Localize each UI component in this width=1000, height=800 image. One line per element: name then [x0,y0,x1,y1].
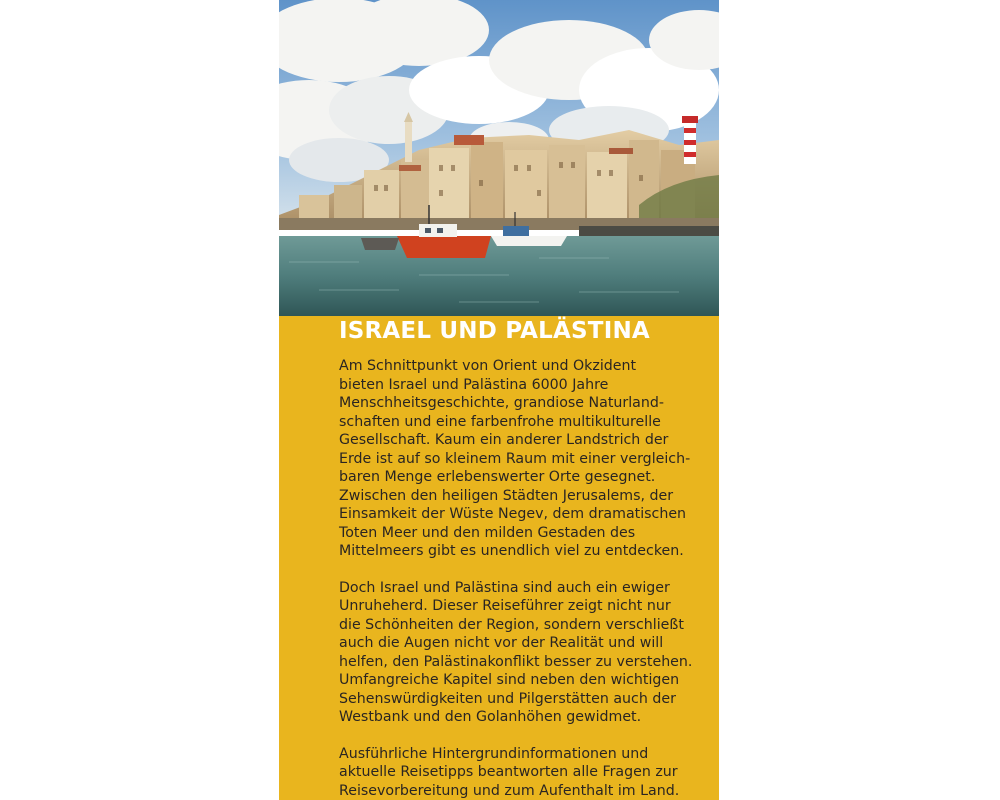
text-line: Gesellschaft. Kaum ein anderer Landstrich der [339,432,669,448]
harbor-illustration [279,0,719,316]
cover-blurb [339,357,693,800]
text-line: bieten Israel und Palästina 6000 Jahre [339,376,609,393]
text-line: Zwischen den heiligen Städten Jerusalems, der [339,487,674,504]
text-line: Westbank und den Golanhöhen gewidmet. [339,709,642,725]
book-cover [279,0,719,800]
text-line: Doch Israel und Palästina sind auch ein ewiger [339,579,670,596]
text-line: Am Schnittpunkt von Orient und Okzident [339,358,637,374]
text-line: die Schönheiten der Region, sondern verschließt [339,616,684,633]
paragraph [339,745,689,800]
paragraph [339,579,693,727]
text-line: Umfangreiche Kapitel sind neben den wichtigen [339,672,680,688]
lighthouse [682,116,698,164]
paragraph [339,357,689,561]
text-line: baren Menge erlebenswerter Orte gesegnet. [339,469,656,485]
text-line: Reisevorbereitung und zum Aufenthalt im Land. [339,782,680,799]
text-line: schaften und eine farbenfrohe multikulturelle [339,413,661,430]
text-line: auch die Augen nicht vor der Realität und will [339,635,664,651]
text-line: Erde ist auf so kleinem Raum mit einer vergleich- [339,450,691,467]
small-boat [361,238,399,250]
text-line: Mittelmeers gibt es unendlich viel zu entdecken. [339,543,684,559]
sea [279,236,719,316]
text-line: Menschheitsgeschichte, grandiose Naturland- [339,395,664,411]
text-line: Einsamkeit der Wüste Negev, dem dramatischen [339,506,687,522]
cover-photo-jaffa-harbor [279,0,719,316]
text-line: Unruheherd. Dieser Reiseführer zeigt nicht nur [339,598,671,614]
text-line: helfen, den Palästinakonflikt besser zu verstehen. [339,653,693,670]
text-line: Toten Meer und den milden Gestaden des [339,524,636,541]
cover-title: ISRAEL UND PALÄSTINA [339,318,650,344]
text-line: Ausführliche Hintergrundinformationen und [339,745,649,762]
text-line: aktuelle Reisetipps beantworten alle Fragen zur [339,764,678,780]
text-line: Sehenswürdigkeiten und Pilgerstätten auch der [339,690,676,707]
text-panel [279,316,719,800]
